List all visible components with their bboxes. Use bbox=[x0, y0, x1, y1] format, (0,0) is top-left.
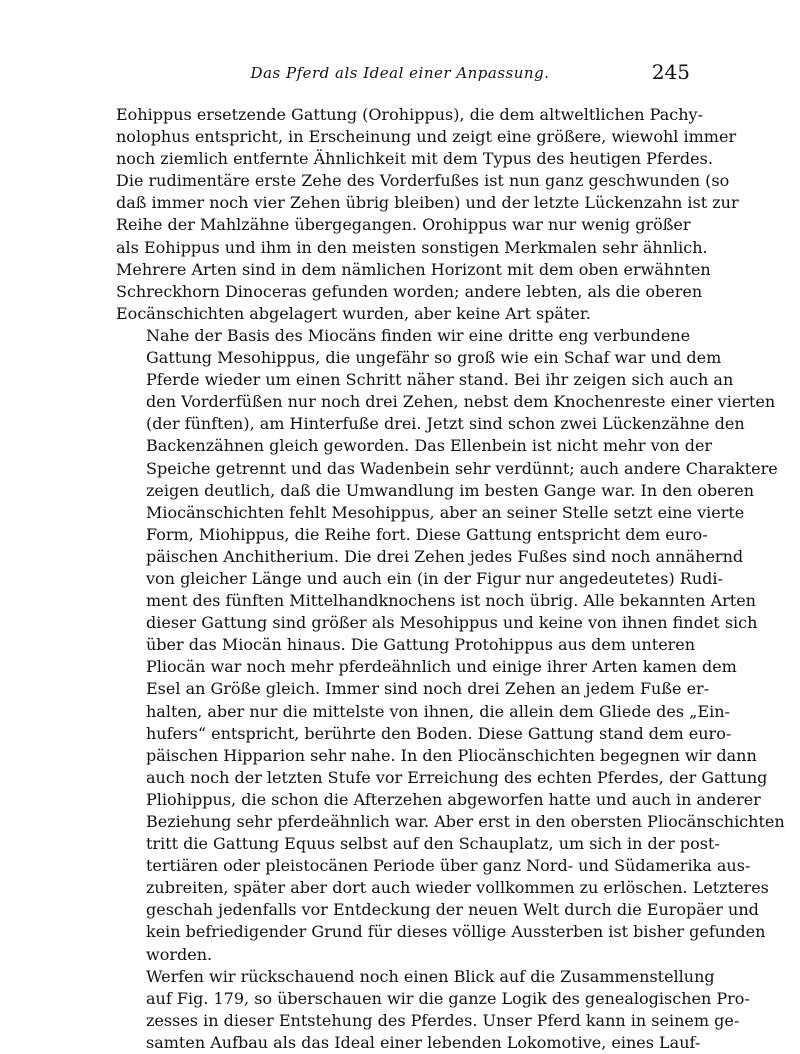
body-text bbox=[116, 104, 785, 1054]
text-line: kein befriedigender Grund für dieses völlige Aussterben ist bisher gefunden bbox=[146, 922, 766, 942]
text-line: zeigen deutlich, daß die Umwandlung im besten Gange war. In den oberen bbox=[146, 480, 755, 500]
text-line: zubreiten, später aber dort auch wieder vollkommen zu erlöschen. Letzteres bbox=[146, 878, 769, 898]
text-line: nolophus entspricht, in Erscheinung und zeigt eine größere, wiewohl immer bbox=[116, 127, 737, 147]
text-line: ment des fünften Mittelhandknochens ist noch übrig. Alle bekannten Arten bbox=[146, 591, 756, 611]
text-line: Eohippus ersetzende Gattung (Orohippus), die dem altweltlichen Pachy- bbox=[116, 105, 703, 124]
text-line: Miocänschichten fehlt Mesohippus, aber an seiner Stelle setzt eine vierte bbox=[146, 502, 745, 522]
text-line: Pliohippus, die schon die Afterzehen abgeworfen hatte und auch in anderer bbox=[146, 789, 761, 809]
text-line: Schreckhorn Dinoceras gefunden worden; andere lebten, als die oberen bbox=[116, 281, 703, 301]
text-line: Gattung Mesohippus, die ungefähr so groß wie ein Schaf war und dem bbox=[146, 348, 722, 368]
paragraph bbox=[116, 966, 750, 1054]
text-line: päischen Anchitherium. Die drei Zehen jedes Fußes sind noch annähernd bbox=[146, 546, 744, 566]
text-line: auf Fig. 179, so überschauen wir die ganze Logik des genealogischen Pro- bbox=[146, 988, 750, 1008]
running-head bbox=[110, 60, 690, 88]
text-line: samten Aufbau als das Ideal einer lebenden Lokomotive, eines Lauf- bbox=[146, 1032, 701, 1052]
running-title: Das Pferd als Ideal einer Anpassung. bbox=[250, 64, 550, 82]
text-line: Beziehung sehr pferdeähnlich war. Aber erst in den obersten Pliocänschichten bbox=[146, 812, 785, 831]
text-line: noch ziemlich entfernte Ähnlichkeit mit dem Typus des heutigen Pferdes. bbox=[116, 149, 713, 169]
text-line: geschah jedenfalls vor Entdeckung der neuen Welt durch die Europäer und bbox=[146, 900, 759, 920]
text-line: Werfen wir rückschauend noch einen Blick auf die Zusammenstellung bbox=[146, 966, 715, 986]
text-line: Pliocän war noch mehr pferdeähnlich und einige ihrer Arten kamen dem bbox=[146, 657, 737, 677]
text-line: Die rudimentäre erste Zehe des Vorderfußes ist nun ganz geschwunden (so bbox=[116, 171, 730, 191]
text-line: Form, Miohippus, die Reihe fort. Diese Gattung entspricht dem euro- bbox=[146, 524, 708, 544]
text-line: Nahe der Basis des Miocäns finden wir eine dritte eng verbundene bbox=[146, 325, 691, 345]
text-line: auch noch der letzten Stufe vor Erreichung des echten Pferdes, der Gattung bbox=[146, 767, 768, 787]
text-line: worden. bbox=[146, 944, 213, 964]
text-line: Eocänschichten abgelagert wurden, aber keine Art später. bbox=[116, 303, 591, 323]
text-line: von gleicher Länge und auch ein (in der Figur nur angedeutetes) Rudi- bbox=[146, 568, 723, 588]
paragraph bbox=[116, 104, 739, 325]
text-line: Speiche getrennt und das Wadenbein sehr verdünnt; auch andere Charaktere bbox=[146, 458, 778, 478]
text-line: über das Miocän hinaus. Die Gattung Protohippus aus dem unteren bbox=[146, 635, 696, 655]
text-line: zesses in dieser Entstehung des Pferdes. Unser Pferd kann in seinem ge- bbox=[146, 1010, 740, 1030]
text-line: päischen Hipparion sehr nahe. In den Pliocänschichten begegnen wir dann bbox=[146, 745, 757, 765]
text-line: dieser Gattung sind größer als Mesohippus und keine von ihnen findet sich bbox=[146, 613, 758, 633]
text-line: Esel an Größe gleich. Immer sind noch drei Zehen an jedem Fuße er- bbox=[146, 679, 710, 699]
text-line: halten, aber nur die mittelste von ihnen, die allein dem Gliede des „Ein- bbox=[146, 701, 730, 721]
text-line: Reihe der Mahlzähne übergegangen. Orohippus war nur wenig größer bbox=[116, 215, 691, 235]
text-line: tritt die Gattung Equus selbst auf den Schauplatz, um sich in der post- bbox=[146, 834, 720, 854]
paragraph bbox=[116, 325, 785, 966]
page-number: 245 bbox=[651, 60, 690, 84]
text-line: tertiären oder pleistocänen Periode über ganz Nord- und Südamerika aus- bbox=[146, 856, 751, 876]
text-line: Backenzähnen gleich geworden. Das Ellenbein ist nicht mehr von der bbox=[146, 436, 713, 456]
text-line: (der fünften), am Hinterfuße drei. Jetzt sind schon zwei Lückenzähne den bbox=[146, 414, 745, 434]
text-line: daß immer noch vier Zehen übrig bleiben) und der letzte Lückenzahn ist zur bbox=[116, 193, 739, 213]
text-line: Pferde wieder um einen Schritt näher stand. Bei ihr zeigen sich auch an bbox=[146, 370, 734, 390]
text-line: hufers“ entspricht, berührte den Boden. Diese Gattung stand dem euro- bbox=[146, 723, 732, 743]
text-line: den Vorderfüßen nur noch drei Zehen, nebst dem Knochenreste einer vierten bbox=[146, 392, 776, 412]
text-line: als Eohippus und ihm in den meisten sonstigen Merkmalen sehr ähnlich. bbox=[116, 237, 708, 257]
text-line: Mehrere Arten sind in dem nämlichen Horizont mit dem oben erwähnten bbox=[116, 259, 711, 279]
